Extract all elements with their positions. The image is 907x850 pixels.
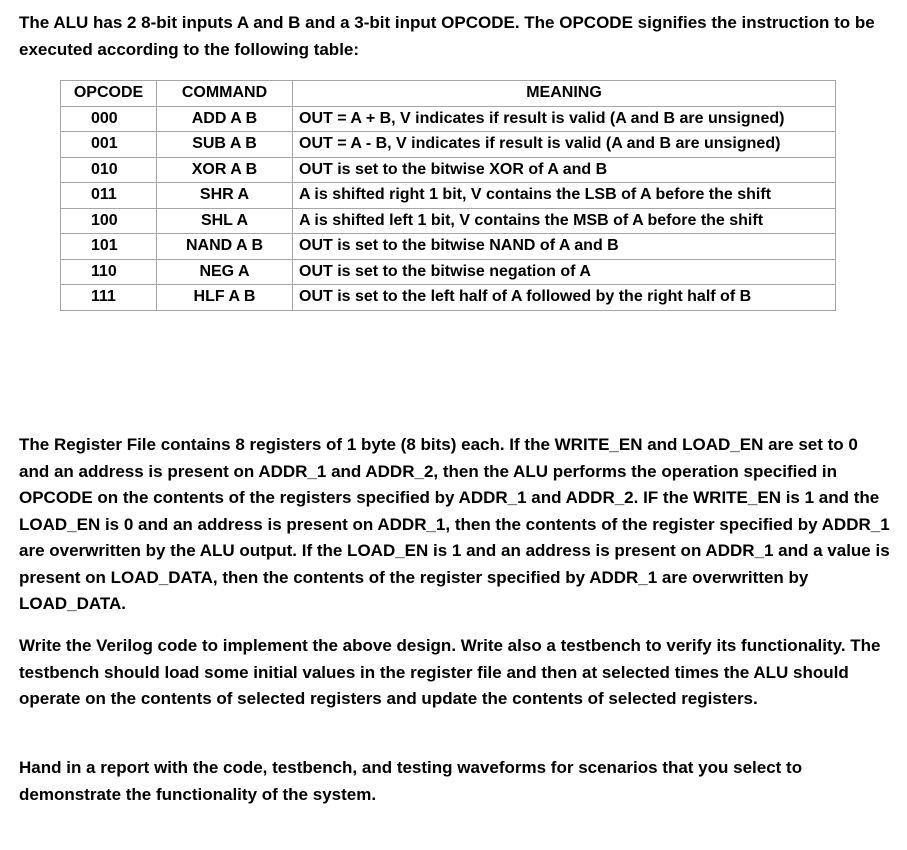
table-row xyxy=(61,259,836,285)
meaning-cell: A is shifted right 1 bit, V contains the LSB of A before the shift xyxy=(293,183,836,209)
meaning-cell: OUT is set to the bitwise XOR of A and B xyxy=(293,157,836,183)
meaning-cell: OUT = A + B, V indicates if result is valid (A and B are unsigned) xyxy=(293,106,836,132)
command-cell: SHR A xyxy=(157,183,293,209)
table-row xyxy=(61,132,836,158)
meaning-cell: OUT is set to the bitwise negation of A xyxy=(293,259,836,285)
opcode-cell: 001 xyxy=(61,132,157,158)
opcode-cell: 011 xyxy=(61,183,157,209)
opcode-cell: 101 xyxy=(61,234,157,260)
header-meaning: MEANING xyxy=(293,81,836,107)
table-row xyxy=(61,234,836,260)
meaning-cell: OUT = A - B, V indicates if result is valid (A and B are unsigned) xyxy=(293,132,836,158)
command-cell: HLF A B xyxy=(157,285,293,311)
header-command: COMMAND xyxy=(157,81,293,107)
command-cell: SUB A B xyxy=(157,132,293,158)
meaning-cell: OUT is set to the bitwise NAND of A and B xyxy=(293,234,836,260)
opcode-cell: 100 xyxy=(61,208,157,234)
table-row xyxy=(61,106,836,132)
opcode-cell: 111 xyxy=(61,285,157,311)
table-row xyxy=(61,285,836,311)
meaning-cell: A is shifted left 1 bit, V contains the MSB of A before the shift xyxy=(293,208,836,234)
verilog-task-paragraph: Write the Verilog code to implement the above design. Write also a testbench to verify its functionality. The testbench should load some initial values in the register file and then at selected times the ALU should operate on the contents of selected registers and update the contents of selected registers. xyxy=(19,636,881,708)
table-row xyxy=(61,183,836,209)
report-instructions-paragraph: Hand in a report with the code, testbench, and testing waveforms for scenarios that you select to demonstrate the functionality of the system. xyxy=(19,758,803,804)
command-cell: ADD A B xyxy=(157,106,293,132)
opcode-cell: 010 xyxy=(61,157,157,183)
register-file-paragraph: The Register File contains 8 registers of 1 byte (8 bits) each. If the WRITE_EN and LOAD_EN are set to 0 and an address is present on ADDR_1 and ADDR_2, then the ALU performs the operation specified in OPCODE on the contents of the registers specified by ADDR_1 and ADDR_2. IF the WRITE_EN is 1 and the LOAD_EN is 0 and an address is present on ADDR_1, then the contents of the register specified by ADDR_1 are overwritten by the ALU output. If the LOAD_EN is 1 and an address is present on ADDR_1 and a value is present on LOAD_DATA, then the contents of the register specified by ADDR_1 are overwritten by LOAD_DATA. xyxy=(19,435,890,613)
opcode-cell: 110 xyxy=(61,259,157,285)
meaning-cell: OUT is set to the left half of A followed by the right half of B xyxy=(293,285,836,311)
table-row xyxy=(61,208,836,234)
command-cell: NEG A xyxy=(157,259,293,285)
opcode-cell: 000 xyxy=(61,106,157,132)
header-opcode: OPCODE xyxy=(61,81,157,107)
table-header-row xyxy=(61,81,836,107)
table-row xyxy=(61,157,836,183)
opcode-table xyxy=(60,80,836,311)
intro-paragraph: The ALU has 2 8-bit inputs A and B and a 3-bit input OPCODE. The OPCODE signifies the instruction to be executed according to the following table: xyxy=(19,13,875,59)
command-cell: SHL A xyxy=(157,208,293,234)
command-cell: XOR A B xyxy=(157,157,293,183)
command-cell: NAND A B xyxy=(157,234,293,260)
